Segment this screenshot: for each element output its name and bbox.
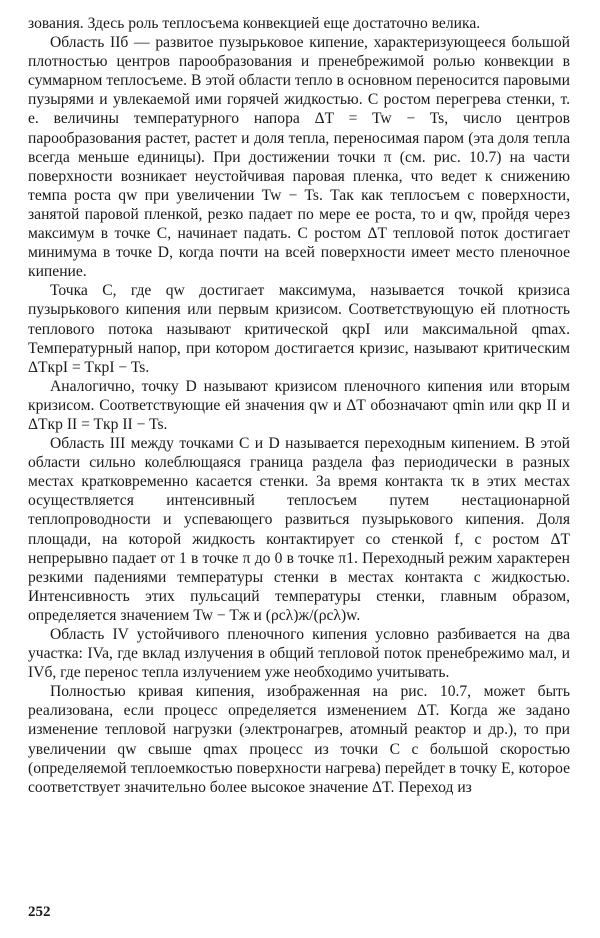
paragraph-2: Область IIб — развитое пузырьковое кипение, характеризующееся большой плотностью центров парообразования и пренебрежимой ролью конвекции в суммарном теплосъеме. В этой области тепло в основном переносится паровыми пузырями и увлекаемой ими горячей жидкостью. С ростом перегрева стенки, т. е. величины температурного напора ΔT = Tw − Ts, число центров парообразования растет, растет и доля тепла, переносимая паром (эта доля тепла всегда меньше единицы). При достижении точки π (см. рис. 10.7) на части поверхности возникает неустойчивая паровая пленка, что ведет к снижению темпа роста qw при увеличении Tw − Ts. Так как теплосъем с поверхности, занятой паровой пленкой, резко падает по мере ее роста, то и qw, пройдя через максимум в точке C, начинает падать. С ростом ΔT тепловой поток достигает минимума в точке D, когда почти на всей поверхности имеет место пленочное кипение. — [28, 34, 570, 281]
paragraph-3: Точка C, где qw достигает максимума, называется точкой кризиса пузырькового кипения или первым кризисом. Соответствующую ей плотность теплового потока называют критической qкрI или максимальной qmax. Температурный напор, при котором достигается кризис, называют критическим ΔTкрI = TкрI − Ts. — [28, 282, 570, 376]
paragraph-4: Аналогично, точку D называют кризисом пленочного кипения или вторым кризисом. Соответствующие ей значения qw и ΔT обозначают qmin или qкр II и ΔTкр II = Tкр II − Ts. — [28, 377, 570, 433]
paragraph-7: Полностью кривая кипения, изображенная на рис. 10.7, может быть реализована, если процесс определяется изменением ΔT. Когда же задано изменение тепловой нагрузки (электронагрев, атомный реактор и др.), то при увеличении qw свыше qmax процесс из точки C с большой скоростью (определяемой теплоемкостью поверхности нагрева) перейдет в точку E, которое соответствует значительно более высокое значение ΔT. Переход из — [28, 683, 570, 796]
document-page — [28, 14, 570, 797]
paragraph-5: Область III между точками C и D называется переходным кипением. В этой области сильно колеблющаяся граница раздела фаз периодически в разных местах кратковременно касается стенки. За время контакта τк в этих местах осуществляется интенсивный теплосъем путем нестационарной теплопроводности и успевающего развиться пузырькового кипения. Доля площади, на которой жидкость контактирует со стенкой f, с ростом ΔT непрерывно падает от 1 в точке π до 0 в точке π1. Переходный режим характерен резкими падениями температуры стенки в местах контакта с жидкостью. Интенсивность этих пульсаций температуры стенки, главным образом, определяется значением Tw − Tж и (ρcλ)ж/(ρcλ)w. — [28, 435, 570, 624]
page-number: 252 — [28, 904, 51, 920]
paragraph-6: Область IV устойчивого пленочного кипения условно разбивается на два участка: IVa, где вклад излучения в общий тепловой поток пренебрежимо мал, и IVб, где перенос тепла излучением уже необходимо учитывать. — [28, 626, 570, 682]
paragraph-1: зования. Здесь роль теплосъема конвекцией еще достаточно велика. — [28, 15, 481, 32]
